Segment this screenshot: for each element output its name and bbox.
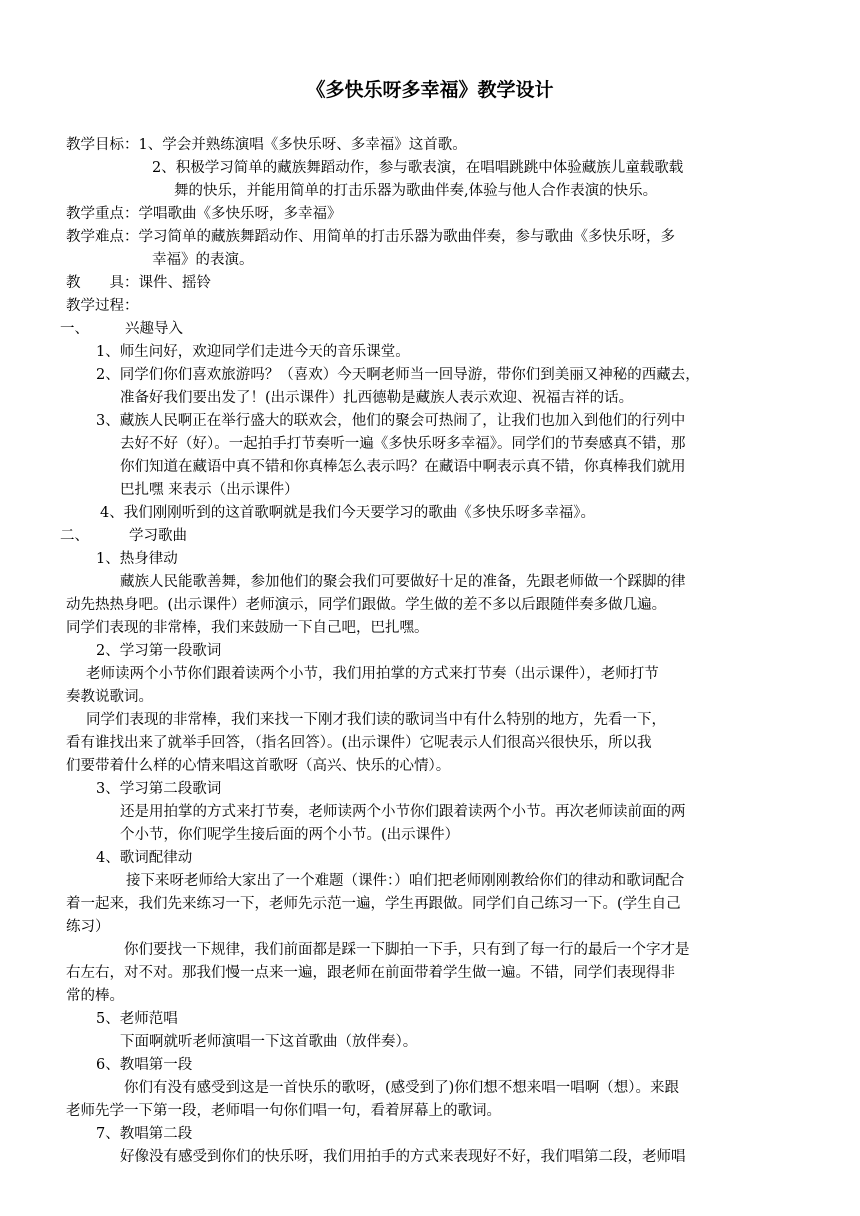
s2-sub6-line-1: 你们有没有感受到这是一首快乐的歌呀，(感受到了)你们想不想来唱一唱啊（想）。来跟 — [124, 1080, 680, 1096]
tools-label: 教 具： — [66, 275, 139, 291]
s2-sub4-line-3: 练习） — [66, 919, 110, 935]
key-text: 学唱歌曲《多快乐呀，多幸福》 — [138, 206, 342, 222]
s2-sub2-line-3: 同学们表现的非常棒，我们来找一下刚才我们读的歌词当中有什么特别的地方，先看一下， — [86, 712, 666, 728]
s2-sub1-line-2: 动先热热身吧。(出示课件）老师演示，同学们跟做。学生做的差不多以后跟随伴奏多做几遍。 — [66, 597, 667, 613]
s1-item-3-line-3: 你们知道在藏语中真不错和你真棒怎么表示吗？在藏语中啊表示真不错，你真棒我们就用 — [120, 459, 686, 475]
s2-sub3-heading: 3、学习第二段歌词 — [96, 781, 222, 797]
document-body — [60, 134, 796, 1169]
document-title: 《多快乐呀多幸福》教学设计 — [306, 79, 554, 101]
s2-sub6-line-2: 老师先学一下第一段，老师唱一句你们唱一句，看着屏幕上的歌词。 — [66, 1103, 501, 1119]
s1-item-2-line-1: 2、同学们你们喜欢旅游吗？（喜欢）今天啊老师当一回导游，带你们到美丽又神秘的西藏去， — [96, 367, 700, 383]
goals-label: 教学目标： — [66, 137, 139, 153]
key-point-line — [66, 203, 796, 226]
goals-line-1 — [66, 134, 796, 157]
goals-item-2: 2、积极学习简单的藏族舞蹈动作，参与歌表演，在唱唱跳跳中体验藏族儿童载歌载 — [152, 160, 684, 176]
s2-sub7-line-1: 好像没有感受到你们的快乐呀，我们用拍手的方式来表现好不好，我们唱第二段，老师唱 — [120, 1149, 686, 1165]
s2-sub2-heading: 2、学习第一段歌词 — [96, 643, 222, 659]
s2-sub6-heading: 6、教唱第一段 — [96, 1057, 193, 1073]
s2-sub3-line-1: 还是用拍掌的方式来打节奏，老师读两个小节你们跟着读两个小节。再次老师读前面的两 — [120, 804, 686, 820]
difficulty-text-2: 幸福》的表演。 — [152, 252, 254, 268]
s2-sub7-heading: 7、教唱第二段 — [96, 1126, 193, 1142]
s1-item-2-line-2: 准备好我们要出发了！(出示课件）扎西德勒是藏族人表示欢迎、祝福吉祥的话。 — [120, 390, 634, 406]
s1-item-3-line-4: 巴扎嘿 来表示（出示课件） — [120, 482, 299, 498]
difficulty-text-1: 学习简单的藏族舞蹈动作、用简单的打击乐器为歌曲伴奏，参与歌曲《多快乐呀，多 — [138, 229, 675, 245]
s2-sub1-line-3: 同学们表现的非常棒，我们来鼓励一下自己吧，巴扎嘿。 — [66, 620, 429, 636]
s1-item-3-line-2: 去好不好（好）。一起拍手打节奏听一遍《多快乐呀多幸福》。同学们的节奏感真不错，那 — [120, 436, 686, 452]
s2-sub5-line-1: 下面啊就听老师演唱一下这首歌曲（放伴奏）。 — [120, 1034, 418, 1050]
s2-sub4-line-4: 你们要找一下规律，我们前面都是踩一下脚拍一下手，只有到了每一行的最后一个字才是 — [124, 942, 690, 958]
s2-sub4-heading: 4、歌词配律动 — [96, 850, 193, 866]
difficulty-label: 教学难点： — [66, 229, 139, 245]
tools-line — [66, 272, 796, 295]
difficulty-line-1 — [66, 226, 796, 249]
s2-sub3-line-2: 个小节，你们呢学生接后面的两个小节。(出示课件） — [120, 827, 460, 843]
s2-sub4-line-6: 常的棒。 — [66, 988, 124, 1004]
s2-sub2-line-2: 奏教说歌词。 — [66, 689, 153, 705]
s2-sub2-line-4: 看有谁找出来了就举手回答，（指名回答）。(出示课件）它呢表示人们很高兴很快乐，所以我 — [66, 735, 652, 751]
goals-item-1: 1、学会并熟练演唱《多快乐呀、多幸福》这首歌。 — [138, 137, 467, 153]
s1-item-1: 1、师生问好，欢迎同学们走进今天的音乐课堂。 — [96, 344, 410, 360]
key-label: 教学重点： — [66, 206, 139, 222]
s2-sub4-line-1: 接下来呀老师给大家出了一个难题（课件：）咱们把老师刚刚教给你们的律动和歌词配合 — [126, 873, 685, 889]
s1-item-3-line-1: 3、藏族人民啊正在举行盛大的联欢会，他们的聚会可热闹了，让我们也加入到他们的行列中 — [96, 413, 686, 429]
s2-sub5-heading: 5、老师范唱 — [96, 1011, 178, 1027]
s2-sub4-line-2: 着一起来，我们先来练习一下，老师先示范一遍，学生再跟做。同学们自己练习一下。(学生自己 — [66, 896, 681, 912]
tools-text: 课件、摇铃 — [138, 275, 211, 291]
s1-item-4: 4、我们刚刚听到的这首歌啊就是我们今天要学习的歌曲《多快乐呀多幸福》。 — [100, 505, 595, 521]
process-label: 教学过程： — [66, 298, 139, 314]
s2-sub1-heading: 1、热身律动 — [96, 551, 178, 567]
s2-sub1-line-1: 藏族人民能歌善舞，参加他们的聚会我们可要做好十足的准备，先跟老师做一个踩脚的律 — [120, 574, 686, 590]
section-1-heading — [60, 318, 796, 341]
section-2-heading — [60, 525, 796, 548]
section-1-number: 一、 — [60, 321, 89, 337]
goals-item-2-cont: 舞的快乐，并能用简单的打击乐器为歌曲伴奏,体验与他人合作表演的快乐。 — [174, 183, 658, 199]
section-2-title: 学习歌曲 — [129, 528, 187, 544]
s2-sub2-line-1: 老师读两个小节你们跟着读两个小节，我们用拍掌的方式来打节奏（出示课件），老师打节 — [86, 666, 659, 682]
section-2-number: 二、 — [60, 528, 89, 544]
s2-sub2-line-5: 们要带着什么样的心情来唱这首歌呀（高兴、快乐的心情）。 — [66, 758, 451, 774]
s2-sub4-line-5: 右左右，对不对。那我们慢一点来一遍，跟老师在前面带着学生做一遍。不错，同学们表现得非 — [66, 965, 675, 981]
section-1-title: 兴趣导入 — [125, 321, 183, 337]
